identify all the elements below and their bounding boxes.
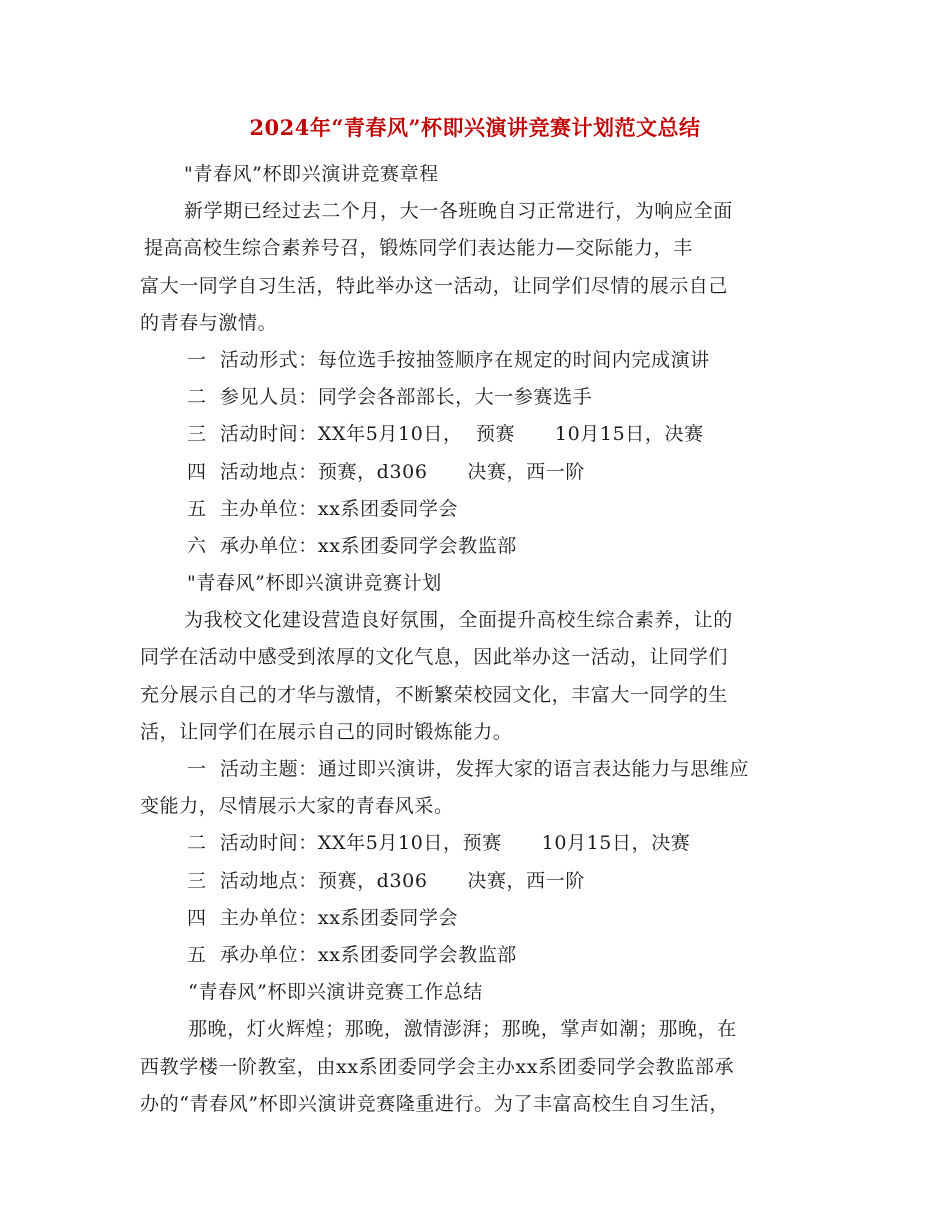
list-item: 二 活动时间：XX年5月10日，预赛 10月15日，决赛: [187, 832, 691, 855]
document-title: 2024年“青春风”杯即兴演讲竞赛计划范文总结: [249, 115, 701, 140]
section-heading-charter: "青春风”杯即兴演讲竞赛章程: [184, 163, 439, 185]
list-item: 三 活动地点：预赛，d306 决赛，西一阶: [187, 869, 585, 892]
paragraph-line: 活，让同学们在展示自己的同时锻炼能力。: [140, 720, 513, 743]
section-heading-plan: "青春风”杯即兴演讲竞赛计划: [187, 572, 442, 595]
paragraph-line: 的青春与激情。: [140, 311, 278, 334]
list-item: 四 活动地点：预赛，d306 决赛，西一阶: [187, 460, 585, 483]
paragraph-line: 为我校文化建设营造良好氛围，全面提升高校生综合素养，让的: [184, 609, 733, 632]
paragraph-line: 新学期已经过去二个月，大一各班晚自习正常进行，为响应全面: [184, 200, 733, 223]
paragraph-line: 富大一同学自习生活，特此举办这一活动，让同学们尽情的展示自己: [140, 274, 729, 297]
paragraph-line: 那晚，灯火辉煌；那晚，激情澎湃；那晚，掌声如潮；那晚，在: [188, 1018, 737, 1041]
paragraph-line: 西教学楼一阶教室，由xx系团委同学会主办xx系团委同学会教监部承: [140, 1055, 735, 1078]
list-item: 五 主办单位：xx系团委同学会: [187, 497, 459, 520]
list-item: 一 活动主题：通过即兴演讲，发挥大家的语言表达能力与思维应: [187, 758, 750, 780]
list-item: 五 承办单位：xx系团委同学会教监部: [187, 943, 517, 966]
paragraph-line: 提高高校生综合素养号召，锻炼同学们表达能力—交际能力，丰: [144, 237, 693, 260]
paragraph-line: 办的“青春风”杯即兴演讲竞赛隆重进行。为了丰富高校生自习生活，: [140, 1092, 730, 1115]
list-item: 六 承办单位：xx系团委同学会教监部: [187, 534, 517, 557]
list-item: 三 活动时间：XX年5月10日， 预赛 10月15日，决赛: [187, 423, 704, 446]
list-item: 一 活动形式：每位选手按抽签顺序在规定的时间内完成演讲: [187, 348, 710, 371]
paragraph-line: 充分展示自己的才华与激情，不断繁荣校园文化，丰富大一同学的生: [140, 683, 729, 706]
list-item: 四 主办单位：xx系团委同学会: [187, 906, 459, 929]
section-heading-summary: “青春风”杯即兴演讲竞赛工作总结: [188, 981, 484, 1004]
paragraph-line: 变能力，尽情展示大家的青春风采。: [140, 795, 454, 818]
list-item: 二 参见人员：同学会各部部长，大一参赛选手: [187, 386, 593, 409]
paragraph-line: 同学在活动中感受到浓厚的文化气息，因此举办这一活动，让同学们: [140, 646, 729, 669]
document-body: [140, 156, 812, 1123]
